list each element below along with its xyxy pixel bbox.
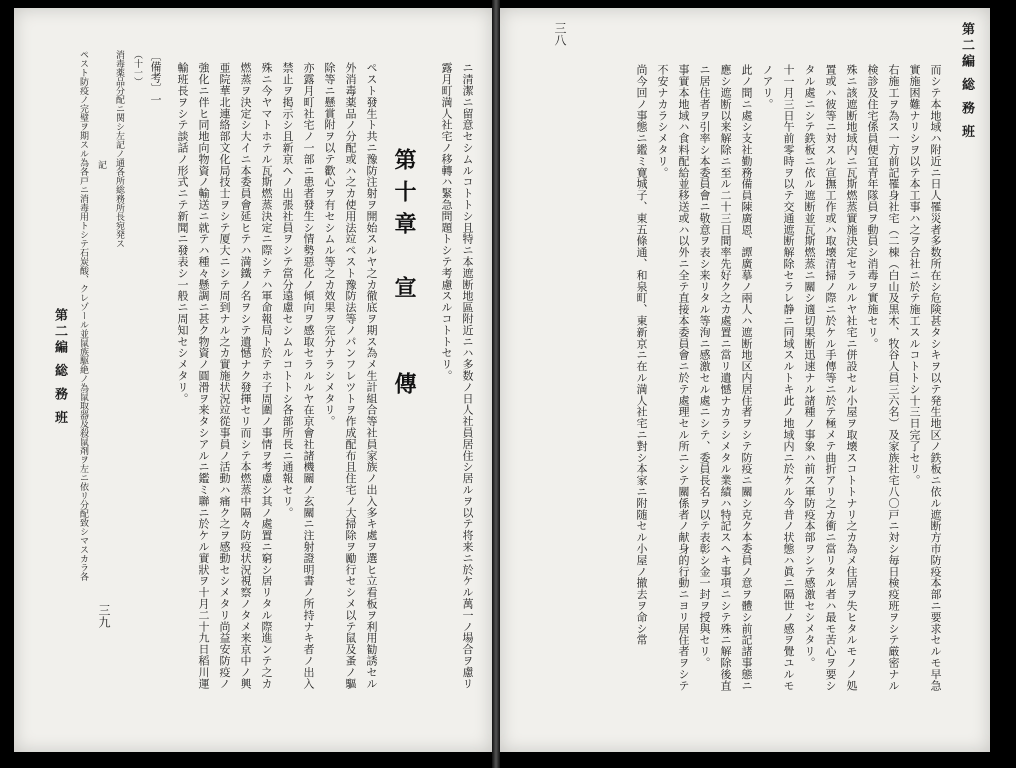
paragraph: 十一月三日午前零時ヲ以テ交通遮断解除セラレ静ニ同域スルトキ此ノ地域内ニ於ケル今昔ノ状態ハ眞ニ隔世ノ感ヲ覺ユルモノアリ。 — [761, 64, 795, 691]
paragraph: 亦露月町社宅ノ一部ニ患者發生シ情勢惡化ノ傾向ヲ感取セラルルヤ在京會社諸機關ノ玄關ニ注射證明書ノ所持ナキ者ノ出入禁止ヲ掲示シ且新京ヘノ出張社員ヲシテ當分遠慮セシムルコトトシ各部所長ニ通報セリ。 — [281, 62, 315, 689]
notes-line: ペスト防疫ノ完璧ヲ期スル為各戸ニ消毒用トシテ石炭酸、クレゾール並鼠族駆絶ノ為鼠取器及殺鼠剤ヲ左ニ依リ分配致シマスカラ各 — [78, 50, 88, 581]
page-number: 三九 — [97, 604, 111, 628]
paragraph: 尚今回ノ事態ニ鑑ミ寛城子、東五條通、和泉町、東新京ニ在ル満人社宅ニ對シ本家ニ附随セル小屋ノ撤去ヲ命シ常 — [635, 64, 648, 646]
left-body-text-after — [142, 50, 382, 700]
paragraph: ペスト發生ト共ニ豫防注射ヲ開始スルヤ之カ徹底ヲ期ス為メ生計組合等社員家族ノ出入多キ處ヲ選ヒ立看板ヲ利用勧誘セル外消毒薬品ノ分配或ハ之カ使用法竝ペスト豫防法等ノパンフレツトヲ作成配布且住宅ノ大掃除ヲ勵行セシメ以テ鼠及蚤ノ驅除等ニ懸賞附ヲ以テ歡心ヲ有セシムル等之カ效果ヲ完分ナラシメタリ。 — [323, 62, 378, 689]
paragraph: 殊ニ該遮断地域内ニ瓦斯燃蒸實施決定セラルルヤ社宅ニ併設セル小屋ヲ取壊スコトトナリ之カ為メ住居ヲ失ヒタルモノノ処置或ハ彼等ニ対スル宣撫工作或ハ取壊清掃ノ際ニ於ケル手傳等ニ於テ極メテ曲折アリ之カ衝ニ當リタル者ハ最モ苦心ヲ要シタル處ニシテ鉄板ニ依ル遮断並瓦斯燃蒸ニ關シ適切果断迅速ナル諸種ノ事象ハ前ス軍防疫本部ヲシテ感激セシメタリ。 — [803, 64, 858, 691]
paragraph: 而シテ本地域ハ附近ニ日人罹災者多数所在シ危険甚タシキヲ以テ発生地区ノ鉄板ニ依ル遮断方市防疫本部ニ要求セルモ早急實施困難ナリシヲ以テ本工事ハ之ヲ合社ニ於テ施工スルコトトシ十三日完了セリ。 — [908, 64, 942, 691]
paragraph: 此ノ間ニ處シ支社勤務備員陳廣恩、譚廣摹ノ兩人ハ遮断地区内居住者ヲシテ防疫ニ關シ克ク本委員ノ意ヲ體シ前記諸事態ニ應シ遮断以来解除ニ至ル二十三日間率先好ク之カ處置ニ當リ遺憾ナカラシメタル業績ハ特記スヘキ事項ニシテ殊ニ解除後直ニ居住者ヲ引率シ本委員會ニ敬意ヲ表シ来リタル等洵ニ感激セル處ニシテ、委員長名ヲ以テ表彰シ金一封ヲ授與セリ。 — [698, 64, 753, 691]
left-body-text-before — [428, 50, 478, 700]
paragraph: 事實本地域ハ食料配給並移送或ハ以外ニ全テ直接本委員會ニ於テ處理セル所ニシテ關係者ノ献身的行動ニヨリ居住者ヲシテ不安ナカラシメタリ。 — [656, 64, 690, 691]
notes-line: 消毒薬品分配ニ関シ左記ノ通各所総務所長宛発ス — [114, 50, 124, 248]
book-gutter — [492, 0, 500, 768]
right-page — [500, 8, 990, 752]
left-page — [14, 8, 492, 752]
paragraph: ニ清潔ニ留意セシムルコトトシ且特ニ本遮断地區附近ニハ多数ノ日人社員居住シ居ルヲ以テ将来ニ於ケル萬一ノ場合ヲ慮リ露月町満人社宅ノ移轉ハ緊急問題トシテ考慮スルコトトセリ。 — [440, 62, 474, 689]
running-header: 第二編 総 務 班 — [52, 308, 67, 427]
running-header: 第二編 総 務 班 — [959, 22, 974, 141]
right-body-text — [526, 52, 946, 692]
notes-number: （十一） — [132, 50, 142, 86]
page-number: 三八 — [553, 22, 567, 46]
chapter-title: 第十章 宣 傳 — [391, 148, 417, 404]
paragraph: 殊ニ今ヤマトホテル瓦斯燃蒸決定ニ際シテハ軍命報局ト於テホ子周圍ノ事情ヲ考慮シ其ノ處置ニ窮シ居リタル際進ンテ之カ燃蒸ヲ決定シ大イニ本委員會延ヒテハ満鐵ノ名ヲシテ遺憾ナク發揮セリ而シテ本燃蒸中隔々防疫状況視察ノタメ来京中ノ興亜院華北連絡部文化局技士ヲシテ厦大ニシテ周到ナル之カ實施状況竝從事員ノ活動ハ痛ク之ヲ感動セシメタリ尚益安防疫ノ強化ニ伴ヒ同地向物資ノ輸送ニ就テハ種々懸調ニ甚ク物資ノ圓滑ヲ来タシアルニ鑑ミ聯ニ於ケル實狀ヲ十月二十九日稻川運輸班長ヲシテ談話ノ形式ニテ新聞ニ發表シ一般ニ周知セシメタリ。 — [176, 62, 273, 689]
notes-block — [80, 50, 164, 700]
paragraph: 右施工ヲ為ス一方前記罹身社宅（二棟（白山及黒木、牧谷人員三六名）及家族社宅八〇戸ニ対シ毎日検疫班ヲシテ厳密ナル検診及住宅係員便宜青年隊員ヲ動員シ消毒ヲ實施セリ。 — [866, 64, 900, 691]
notes-label: 〔備考〕一 — [149, 50, 162, 105]
notes-ki: 記 — [96, 160, 106, 169]
